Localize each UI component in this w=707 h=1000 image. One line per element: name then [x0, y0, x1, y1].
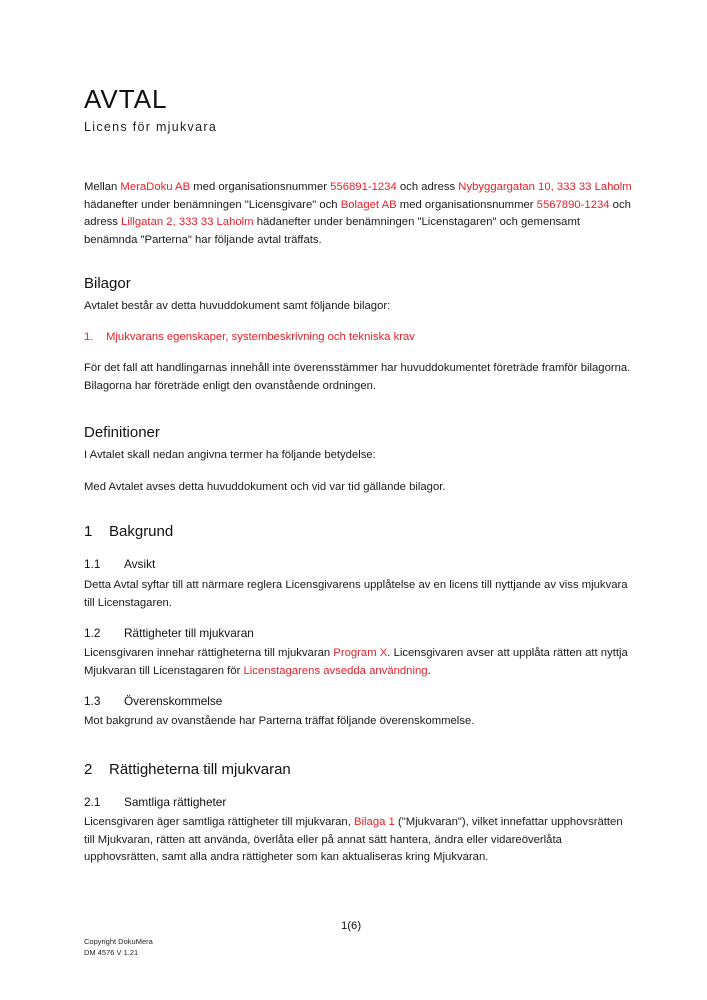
subsection-text-1-3: Mot bakgrund av ovanstående har Parterna träffat följande överenskommelse. — [84, 715, 475, 727]
footer-document-id: DM 4576 V 1.21 — [84, 948, 139, 957]
intended-use: Licenstagarens avsedda användning — [243, 664, 428, 677]
section-heading-2 — [84, 761, 291, 778]
page-number: 1(6) — [341, 920, 362, 932]
definitioner-text: I Avtalet skall nedan angivna termer ha följande betydelse: — [84, 449, 376, 461]
intro-text: hädanefter under benämningen "Licenstagaren" och gemensamt benämnda "Parterna" har följande avtal träffats. — [84, 216, 581, 246]
intro-text: med organisationsnummer — [396, 198, 537, 211]
program-name: Program X — [333, 647, 388, 659]
section-heading-1 — [84, 523, 173, 540]
list-item-number: 1. — [84, 331, 94, 343]
subsection-title: Rättigheter till mjukvaran — [124, 626, 254, 640]
intro-text: och adress — [396, 181, 459, 193]
text-run: Licensgivaren innehar rättigheterna till mjukvaran — [84, 647, 334, 659]
subsection-number: 1.2 — [84, 626, 101, 640]
subsection-heading-1-3 — [84, 694, 222, 708]
bilagor-precedence-text: För det fall att handlingarnas innehåll inte överensstämmer har huvuddokumentet företräde framför bilagorna. Bilagorna har företräde enligt den ovanstående ordningen. — [84, 362, 631, 392]
subsection-text-1-1: Detta Avtal syftar till att närmare reglera Licensgivarens upplåtelse av en licens till nyttjande av viss mjukvara till Licenstagaren. — [84, 579, 628, 609]
subsection-heading-1-2 — [84, 626, 254, 640]
section-heading-bilagor: Bilagor — [84, 275, 131, 292]
intro-text: med organisationsnummer — [190, 181, 331, 193]
document-subtitle: Licens för mjukvara — [84, 120, 218, 134]
intro-text: och adress — [84, 198, 631, 228]
section-number: 1 — [84, 523, 93, 540]
subsection-text-2-1 — [84, 814, 632, 867]
text-run: Licensgivaren äger samtliga rättigheter till mjukvaran, — [84, 816, 354, 828]
licensor-org-number: 556891-1234 — [330, 181, 397, 193]
list-item-label: Mjukvarans egenskaper, systembeskrivning och tekniska krav — [106, 331, 415, 343]
section-number: 2 — [84, 761, 93, 778]
subsection-title: Överenskommelse — [124, 694, 223, 708]
subsection-heading-1-1 — [84, 557, 155, 571]
text-run: . Licensgivaren avser att upplåta rätten att nyttja Mjukvaran till Licenstagaren för — [84, 647, 628, 677]
bilagor-text: Avtalet består av detta huvuddokument samt följande bilagor: — [84, 300, 391, 312]
intro-paragraph — [84, 179, 632, 249]
licensee-address: Lillgatan 2, 333 33 Laholm — [121, 216, 254, 228]
text-run: . — [427, 664, 431, 677]
section-heading-definitioner: Definitioner — [84, 424, 160, 441]
appendix-reference: Bilaga 1 — [354, 816, 395, 828]
section-title: Bakgrund — [109, 523, 174, 540]
subsection-heading-2-1 — [84, 795, 226, 809]
text-run: ("Mjukvaran"), vilket innefattar upphovsrätten till Mjukvaran, rätten att använda, överlåta eller på annat sätt hantera, ändra eller vidareöverlåta upphovsrätten, samt alla andra rättigheter som kan aktualiseras kring Mjukvaran. — [84, 816, 623, 863]
document-title: AVTAL — [84, 84, 168, 114]
licensee-org-number: 5567890-1234 — [536, 198, 610, 211]
subsection-number: 1.3 — [84, 694, 101, 708]
subsection-title: Avsikt — [124, 557, 156, 571]
footer-copyright: Copyright DokuMera — [84, 937, 153, 946]
subsection-number: 1.1 — [84, 557, 101, 571]
licensee-name: Bolaget AB — [340, 198, 397, 211]
subsection-title: Samtliga rättigheter — [124, 795, 227, 809]
section-title: Rättigheterna till mjukvaran — [109, 761, 291, 778]
subsection-number: 2.1 — [84, 795, 101, 809]
subsection-text-1-2 — [84, 645, 632, 680]
intro-text: Mellan — [84, 181, 121, 193]
licensor-address: Nybyggargatan 10, 333 33 Laholm — [458, 181, 632, 193]
list-item — [84, 331, 415, 343]
definitioner-avtalet-text: Med Avtalet avses detta huvuddokument och vid var tid gällande bilagor. — [84, 481, 446, 493]
licensor-name: MeraDoku AB — [120, 181, 191, 193]
intro-text: hädanefter under benämningen "Licensgivare" och — [84, 198, 341, 211]
